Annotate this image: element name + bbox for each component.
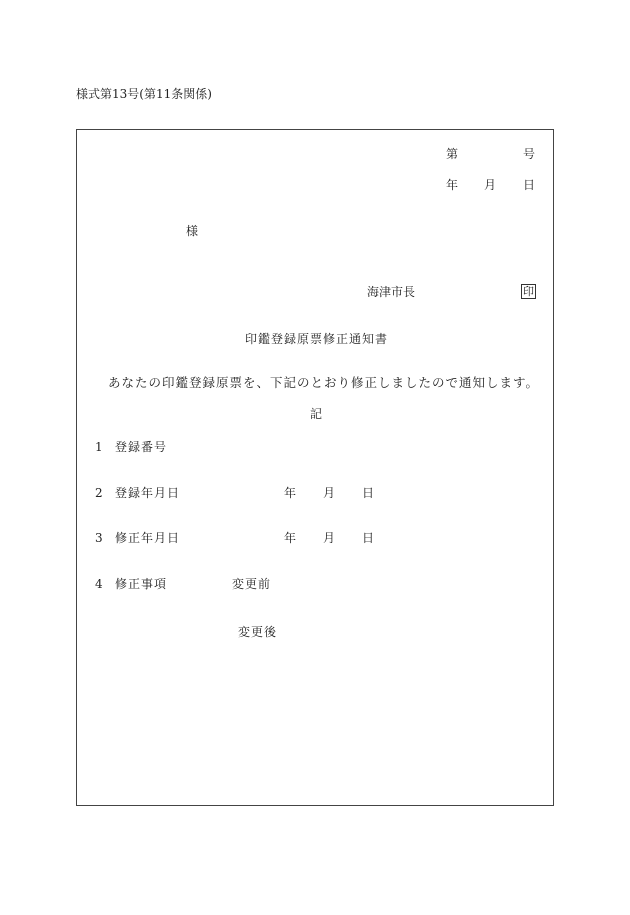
number-suffix: 号 (523, 147, 536, 161)
item-4-number: 4 (95, 577, 103, 591)
addressee-suffix: 様 (186, 224, 199, 238)
item-3-label: 修正年月日 (115, 531, 181, 545)
item-1-number: 1 (95, 440, 103, 454)
item-4-after: 変更後 (238, 625, 278, 639)
item-4-label: 修正事項 (115, 577, 168, 591)
form-frame (76, 129, 554, 806)
seal-mark: 印 (523, 285, 534, 298)
issuer-name: 海津市長 (367, 285, 416, 299)
item-3-day: 日 (362, 531, 375, 545)
item-3-number: 3 (95, 531, 103, 545)
date-day: 日 (523, 178, 536, 192)
item-1-label: 登録番号 (115, 440, 168, 454)
item-2-label: 登録年月日 (115, 486, 181, 500)
date-month: 月 (484, 178, 497, 192)
item-2-month: 月 (323, 486, 336, 500)
item-4-before: 変更前 (232, 577, 272, 591)
notice-body: あなたの印鑑登録原票を、下記のとおり修正しましたので通知します。 (108, 375, 540, 390)
number-prefix: 第 (446, 147, 459, 161)
form-number-label: 様式第13号(第11条関係) (76, 87, 212, 101)
item-3-year: 年 (284, 531, 297, 545)
item-2-number: 2 (95, 486, 103, 500)
document-title: 印鑑登録原票修正通知書 (245, 332, 389, 346)
date-year: 年 (446, 178, 459, 192)
item-3-month: 月 (323, 531, 336, 545)
ki-heading: 記 (310, 407, 323, 421)
item-2-year: 年 (284, 486, 297, 500)
item-2-day: 日 (362, 486, 375, 500)
